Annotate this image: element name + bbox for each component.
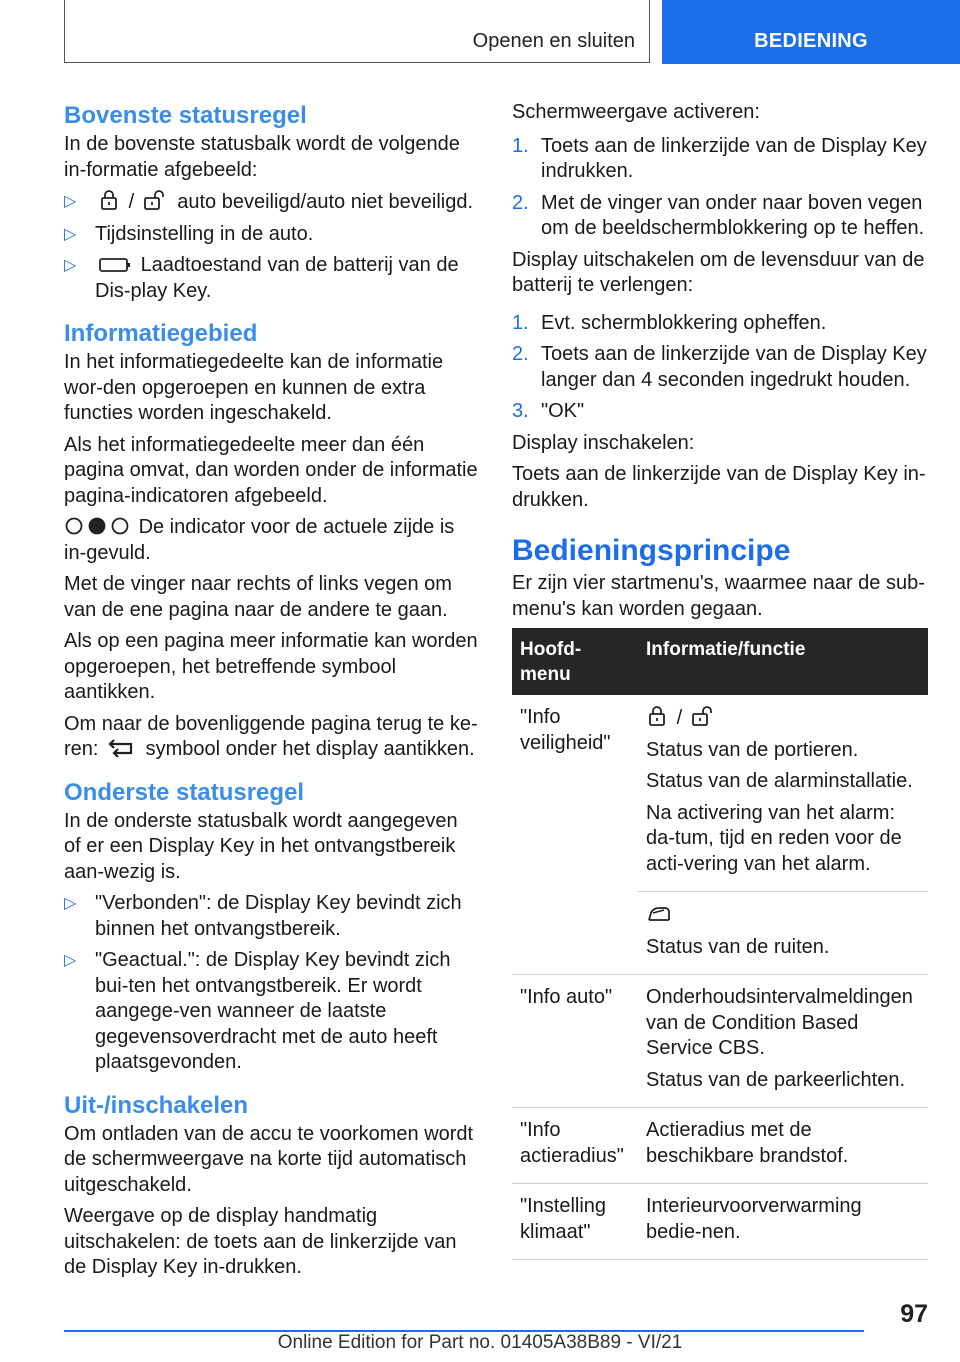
table-cell-menu: "Instelling klimaat" <box>512 1184 638 1260</box>
list-item <box>64 222 478 248</box>
bullet-list <box>64 189 478 304</box>
table-cell-menu: "Info auto" <box>512 975 638 1108</box>
step-text: Toets aan de linkerzijde van de Display Key indrukken. <box>541 134 927 182</box>
step-number: 3. <box>512 400 529 422</box>
table-cell-info <box>638 975 928 1108</box>
cell-text: Interieurvoorverwarming bedie-nen. <box>646 1195 862 1243</box>
bullet-text: "Verbonden": de Display Key bevindt zich binnen het ontvangstbereik. <box>95 892 462 940</box>
paragraph: Display uitschakelen om de levensduur van de batterij te verlengen: <box>512 248 925 296</box>
step-number: 2. <box>512 343 529 365</box>
paragraph: In de onderste statusbalk wordt aangegeven of er een Display Key in het ontvangstbereik aan-wezig is. <box>64 809 458 883</box>
icon-separator: / <box>676 707 683 729</box>
triangle-bullet-icon: ▷ <box>64 225 77 243</box>
section-principle <box>512 531 928 622</box>
triangle-bullet-icon: ▷ <box>64 895 77 912</box>
car-window-icon <box>646 902 672 924</box>
bullet-text: auto beveiligd/auto niet beveiligd. <box>177 191 474 213</box>
step-text: "OK" <box>541 400 585 422</box>
table-cell-menu: "Info veiligheid" <box>512 695 638 975</box>
step-text: Toets aan de linkerzijde van de Display Key langer dan 4 seconden ingedrukt houden. <box>541 343 927 391</box>
step-number: 1. <box>512 134 529 157</box>
section-bottom-status <box>64 777 478 1076</box>
triangle-bullet-icon: ▷ <box>64 952 77 969</box>
paragraph: Display inschakelen: <box>512 431 695 454</box>
icon-line <box>646 705 920 732</box>
back-arrow-icon <box>107 738 137 758</box>
step-text: Evt. schermblokkering opheffen. <box>541 311 827 334</box>
paragraph-text: De indicator voor de actuele zijde is in-gevuld. <box>64 516 455 564</box>
paragraph: In de bovenste statusbalk wordt de volgende in-formatie afgebeeld: <box>64 133 460 181</box>
steps-activate <box>512 134 928 242</box>
list-item <box>512 191 928 242</box>
paragraph: Schermweergave activeren: <box>512 101 760 123</box>
bullet-list <box>64 891 478 1076</box>
column-header-info: Informatie/functie <box>638 628 928 695</box>
paragraph: Met de vinger naar rechts of links vegen om van de ene pagina naar de andere te gaan. <box>64 573 452 621</box>
paragraph: Om ontladen van de accu te voorkomen wordt de schermweergave na korte tijd automatisch uitgeschakeld. <box>64 1122 474 1196</box>
chapter-title: BEDIENING <box>754 30 868 52</box>
table-row <box>512 695 928 892</box>
battery-icon <box>98 256 132 274</box>
heading-top-status: Bovenste statusregel <box>64 102 307 129</box>
table-cell-info <box>638 892 928 975</box>
column-header-menu: Hoofd-menu <box>512 628 638 695</box>
paragraph: Weergave op de display handmatig uitschakelen: de toets aan de linkerzijde van de Display Key in-drukken. <box>64 1205 457 1278</box>
section-on-off <box>64 1090 478 1281</box>
page-indicator-icon <box>64 516 130 536</box>
list-item <box>64 253 478 304</box>
paragraph: Toets aan de linkerzijde van de Display Key in-drukken. <box>512 463 926 511</box>
list-item <box>512 342 928 393</box>
table-cell-info <box>638 695 928 892</box>
cell-text: Status van de portieren. <box>646 738 859 761</box>
table-row <box>512 1108 928 1184</box>
table-row <box>512 1184 928 1260</box>
bullet-text: Tijdsinstelling in de auto. <box>95 222 314 245</box>
steps-deactivate <box>512 311 928 425</box>
bullet-text: "Geactual.": de Display Key bevindt zich bui-ten het ontvangstbereik. Er wordt aangege-ven wanneer de laatste gegevensoverdracht met de auto heeft plaatsgevonden. <box>95 949 451 1073</box>
paragraph <box>64 712 478 763</box>
paragraph <box>64 515 478 566</box>
table-row <box>512 975 928 1108</box>
lock-open-icon <box>143 189 169 211</box>
page-number: 97 <box>900 1300 928 1328</box>
table-header-row <box>512 628 928 695</box>
paragraph: In het informatiegedeelte kan de informatie wor-den opgeroepen en kunnen de extra functies worden ingeschakeld. <box>64 351 444 424</box>
list-item <box>64 948 478 1076</box>
cell-text: Status van de alarminstallatie. <box>646 770 913 792</box>
list-item <box>512 311 928 337</box>
heading-info-area: Informatiegebied <box>64 320 258 347</box>
section-top-status <box>64 100 478 304</box>
lock-open-icon <box>691 705 717 727</box>
paragraph-text: symbool onder het display aantikken. <box>145 738 475 760</box>
cell-text: Onderhoudsintervalmeldingen van de Condition Based Service CBS. <box>646 986 913 1059</box>
footer-edition: Online Edition for Part no. 01405A38B89 - VI/21 <box>277 1332 683 1353</box>
table-cell-menu: "Info actieradius" <box>512 1108 638 1184</box>
heading-principle: Bedieningsprincipe <box>512 534 791 567</box>
page-header <box>0 0 960 68</box>
list-item <box>64 891 478 942</box>
cell-text: Status van de ruiten. <box>646 935 830 958</box>
cell-text: Actieradius met de beschikbare brandstof. <box>646 1119 849 1167</box>
paragraph: Er zijn vier startmenu's, waarmee naar de sub-menu's kan worden gegaan. <box>512 572 925 620</box>
menu-table <box>512 628 928 1260</box>
heading-on-off: Uit-/inschakelen <box>64 1091 249 1119</box>
section-info-area <box>64 318 478 763</box>
cell-text: Status van de parkeerlichten. <box>646 1068 906 1091</box>
lock-closed-icon <box>646 705 668 727</box>
step-number: 2. <box>512 191 529 214</box>
bullet-text: Laadtoestand van de batterij van de Dis-play Key. <box>95 254 459 302</box>
list-item <box>64 189 478 216</box>
table-cell-info <box>638 1108 928 1184</box>
paragraph: Als het informatiegedeelte meer dan één pagina omvat, dan worden onder de informatie pagina-indicatoren afgebeeld. <box>64 433 478 507</box>
list-item <box>512 399 928 425</box>
paragraph-text: Om naar de bovenliggende pagina terug te ke-ren: <box>64 712 478 760</box>
section-header <box>64 0 650 63</box>
triangle-bullet-icon: ▷ <box>64 193 77 210</box>
table-cell-info <box>638 1184 928 1260</box>
step-number: 1. <box>512 311 529 334</box>
triangle-bullet-icon: ▷ <box>64 257 77 274</box>
heading-bottom-status: Onderste statusregel <box>64 778 305 806</box>
list-item <box>512 134 928 185</box>
lock-closed-icon <box>98 189 120 211</box>
section-title: Openen en sluiten <box>472 30 635 52</box>
icon-line <box>646 902 920 929</box>
cell-text: Na activering van het alarm: da-tum, tijd en reden voor de acti-vering van het alarm. <box>646 801 902 875</box>
paragraph: Als op een pagina meer informatie kan worden opgeroepen, het betreffende symbool aantikken. <box>64 630 478 703</box>
icon-separator: / <box>128 191 135 213</box>
left-column <box>64 100 478 1287</box>
right-column <box>512 100 928 1260</box>
chapter-tab <box>662 0 960 64</box>
step-text: Met de vinger van onder naar boven vegen om de beeldschermblokkering op te heffen. <box>541 191 925 239</box>
